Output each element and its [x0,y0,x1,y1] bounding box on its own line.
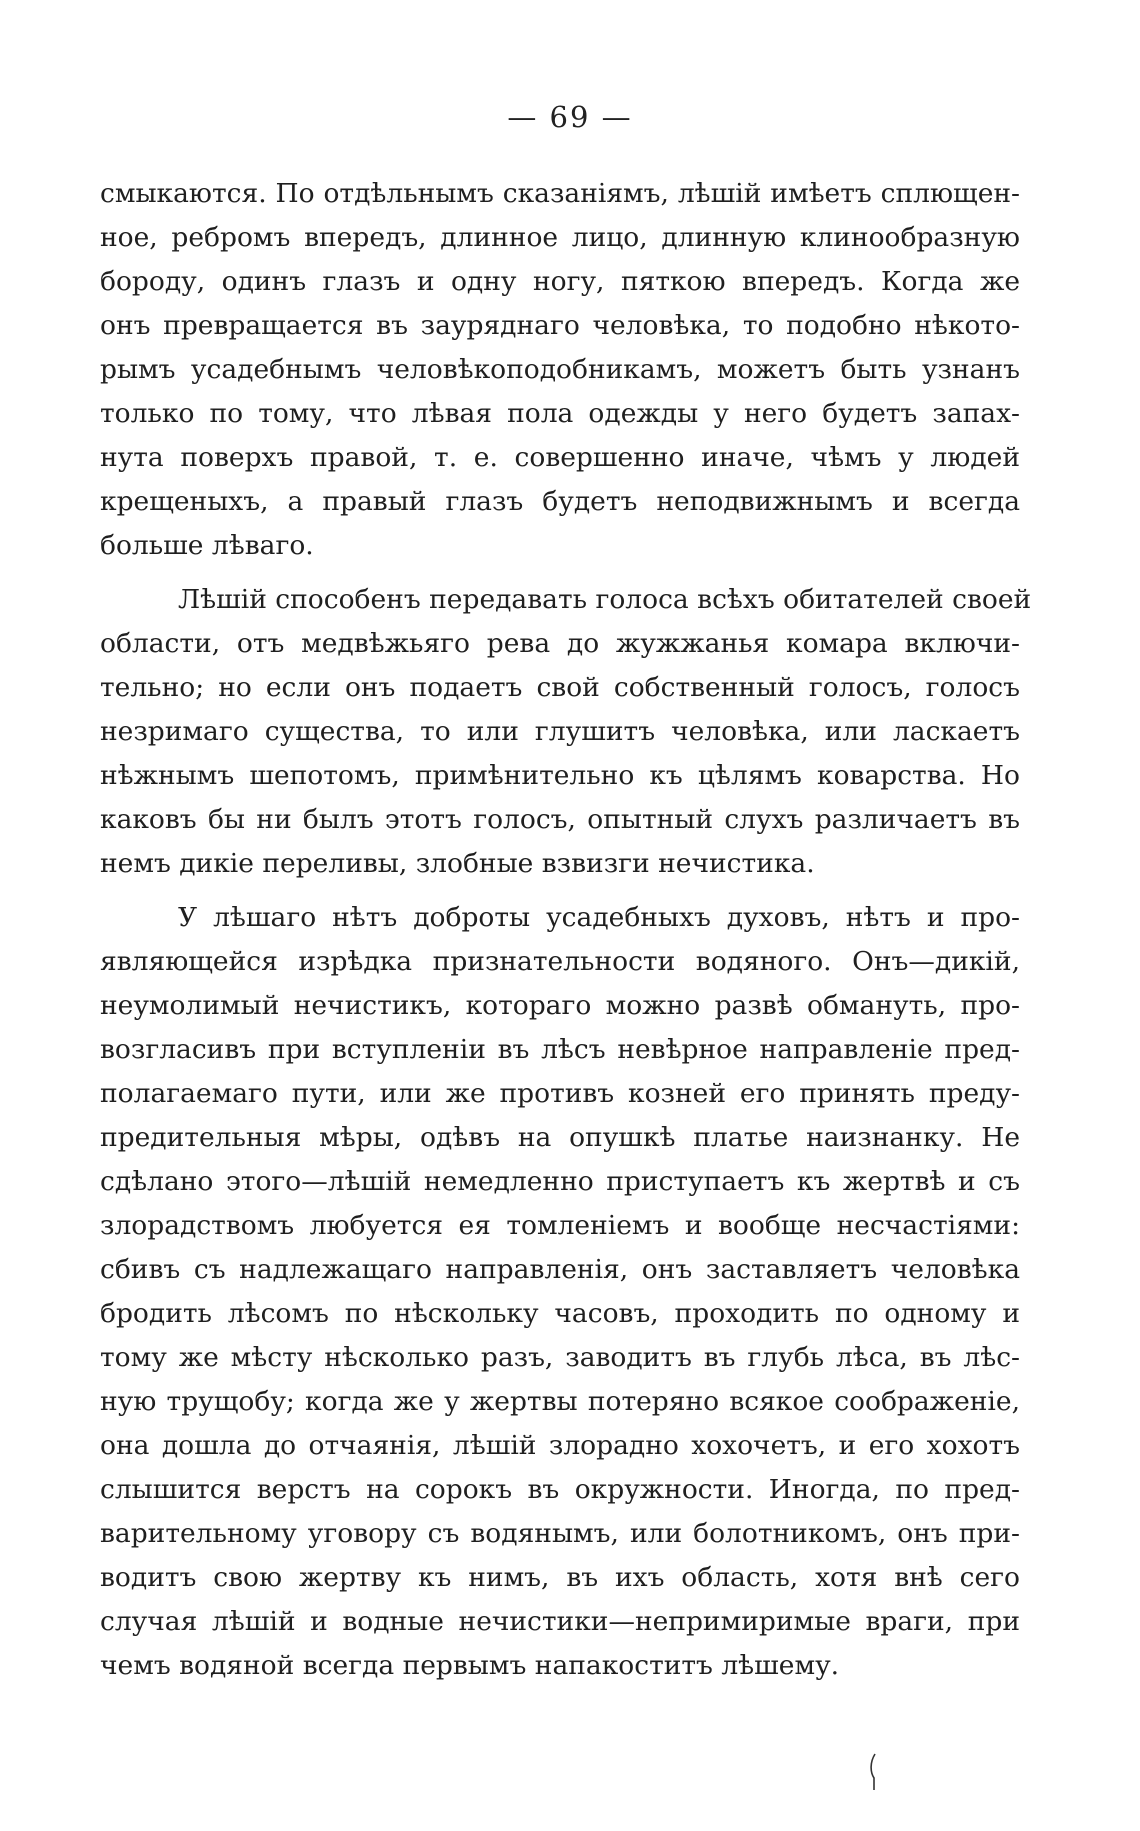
text-line: нѣжнымъ шепотомъ, примѣнительно къ цѣлямъ коварства. Но [100,760,1020,791]
text-line: возгласивъ при вступленіи въ лѣсъ невѣрное направленіе пред- [100,1034,1020,1065]
body-text [100,172,1032,1688]
text-line: смыкаются. По отдѣльнымъ сказаніямъ, лѣшій имѣетъ сплющен- [100,178,1020,209]
text-line: только по тому, что лѣвая пола одежды у него будетъ запах- [100,398,1020,429]
text-line: немъ дикіе переливы, злобные взвизги нечистика. [100,848,815,879]
paragraph-gap [100,886,1020,896]
paragraph-2 [100,578,1032,886]
text-line: онъ превращается въ зауряднаго человѣка, то подобно нѣкото- [100,310,1020,341]
paragraph-1 [100,172,1020,568]
text-line: рымъ усадебнымъ человѣкоподобникамъ, можетъ быть узнанъ [100,354,1020,385]
page-number: — 69 — [507,100,633,134]
text-line: сдѣлано этого—лѣшій немедленно приступаетъ къ жертвѣ и съ [100,1166,1020,1197]
text-line: каковъ бы ни былъ этотъ голосъ, опытный слухъ различаетъ въ [100,804,1020,835]
text-line: бороду, одинъ глазъ и одну ногу, пяткою впередъ. Когда же [100,266,1020,297]
text-line: ное, ребромъ впередъ, длинное лицо, длинную клинообразную [100,222,1020,253]
text-line: она дошла до отчаянія, лѣшій злорадно хохочетъ, и его хохотъ [100,1430,1020,1461]
pencil-mark-icon [866,1752,884,1792]
text-line: чемъ водяной всегда первымъ напакоститъ лѣшему. [100,1650,840,1681]
text-line: являющейся изрѣдка признательности водяного. Онъ—дикій, [100,946,1020,977]
text-line: полагаемаго пути, или же противъ козней его принять преду- [100,1078,1020,1109]
text-line: предительныя мѣры, одѣвъ на опушкѣ платье наизнанку. Не [100,1122,1020,1153]
text-line: злорадствомъ любуется ея томленіемъ и вообще несчастіями: [100,1210,1020,1241]
text-line: варительному уговору съ водянымъ, или болотникомъ, онъ при- [100,1518,1020,1549]
text-line: тельно; но если онъ подаетъ свой собственный голосъ, голосъ [100,672,1020,703]
text-line: случая лѣшій и водные нечистики—непримиримые враги, при [100,1606,1020,1637]
text-line: области, отъ медвѣжьяго рева до жужжанья комара включи- [100,628,1020,659]
text-line: ную трущобу; когда же у жертвы потеряно всякое соображеніе, [100,1386,1020,1417]
paragraph-3 [100,896,1020,1688]
text-line: бродить лѣсомъ по нѣскольку часовъ, проходить по одному и [100,1298,1020,1329]
text-line: неумолимый нечистикъ, котораго можно развѣ обмануть, про- [100,990,1020,1021]
paragraph-gap [100,568,1020,578]
text-line: слышится верстъ на сорокъ въ окружности. Иногда, по пред- [100,1474,1020,1505]
text-line: крещеныхъ, а правый глазъ будетъ неподвижнымъ и всегда [100,486,1020,517]
text-line: Лѣшій способенъ передавать голоса всѣхъ обитателей своей [178,584,1032,615]
text-line: больше лѣваго. [100,530,314,561]
text-line: нута поверхъ правой, т. е. совершенно иначе, чѣмъ у людей [100,442,1020,473]
text-line: водитъ свою жертву къ нимъ, въ ихъ область, хотя внѣ сего [100,1562,1020,1593]
text-line: тому же мѣсту нѣсколько разъ, заводитъ въ глубь лѣса, въ лѣс- [100,1342,1020,1373]
text-line: сбивъ съ надлежащаго направленія, онъ заставляетъ человѣка [100,1254,1020,1285]
text-line: У лѣшаго нѣтъ доброты усадебныхъ духовъ, нѣтъ и про- [178,902,1020,933]
text-line: незримаго существа, то или глушитъ человѣка, или ласкаетъ [100,716,1020,747]
